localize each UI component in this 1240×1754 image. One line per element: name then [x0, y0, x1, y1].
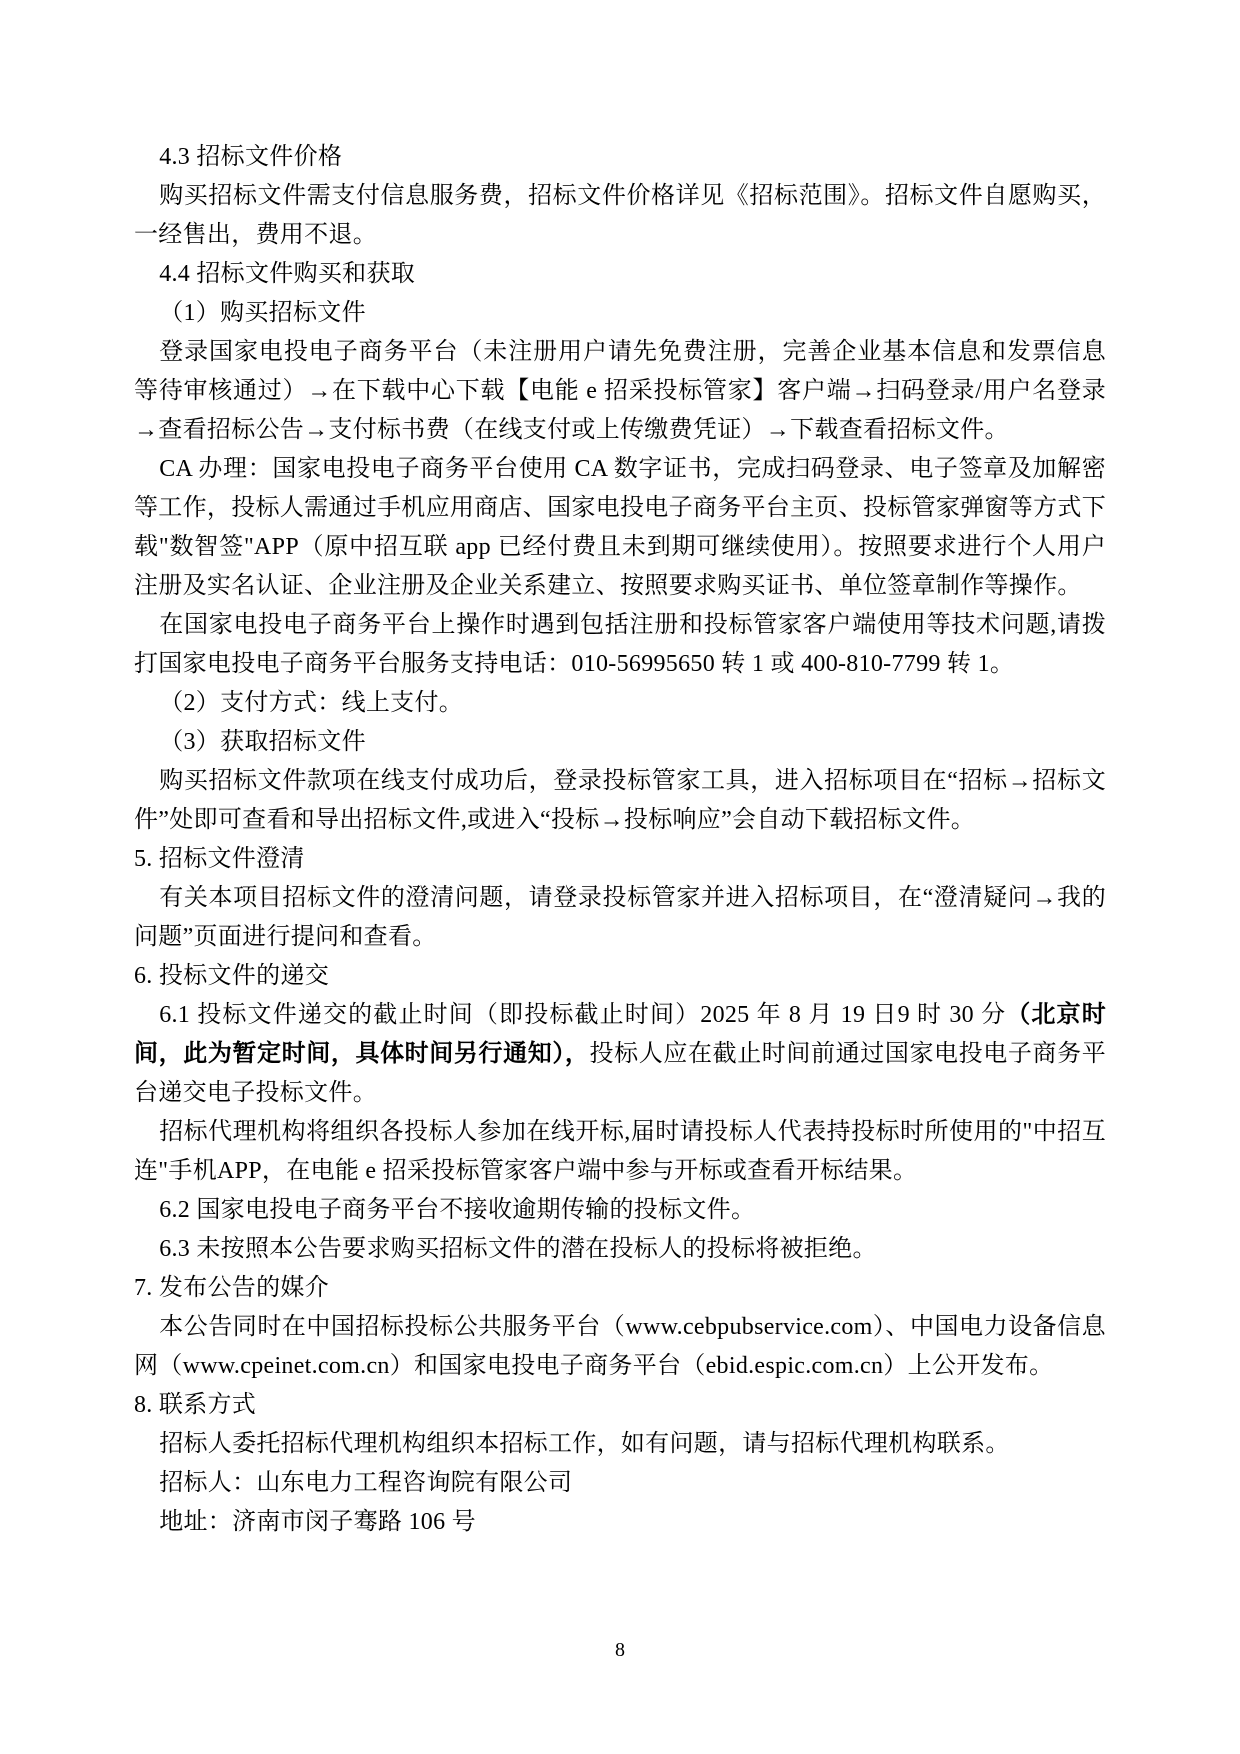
section-heading — [134, 1386, 1106, 1425]
paragraph — [134, 450, 1106, 606]
clause-heading — [134, 684, 1106, 723]
text-run: 5. 招标文件澄清 — [134, 846, 305, 872]
text-run: （2）支付方式：线上支付。 — [159, 690, 464, 716]
text-run: 4.4 招标文件购买和获取 — [159, 261, 416, 287]
paragraph — [134, 177, 1106, 255]
text-run: （3）获取招标文件 — [159, 729, 366, 755]
paragraph — [134, 1425, 1106, 1464]
text-run: （1）购买招标文件 — [159, 300, 366, 326]
document-body — [134, 138, 1106, 1542]
paragraph — [134, 879, 1106, 957]
paragraph — [134, 1113, 1106, 1191]
text-run: 购买招标文件需支付信息服务费，招标文件价格详见《招标范围》。招标文件自愿购买，一经售出，费用不退。 — [134, 183, 1106, 248]
paragraph — [134, 996, 1106, 1113]
text-run: 投标人应在截止时间前通过国家电投电子商务平台递交电子投标文件。 — [134, 1041, 1106, 1106]
paragraph — [134, 606, 1106, 684]
text-run: 6.3 未按照本公告要求购买招标文件的潜在投标人的投标将被拒绝。 — [159, 1236, 877, 1262]
clause-heading — [134, 138, 1106, 177]
bold-text-run: （北京时间，此为暂定时间，具体时间另行通知）， — [134, 1002, 1106, 1067]
paragraph — [134, 762, 1106, 840]
text-run: 4.3 招标文件价格 — [159, 144, 343, 170]
text-run: 6.2 国家电投电子商务平台不接收逾期传输的投标文件。 — [159, 1197, 756, 1223]
clause-heading — [134, 255, 1106, 294]
section-heading — [134, 1269, 1106, 1308]
text-run: 招标人：山东电力工程咨询院有限公司 — [159, 1470, 573, 1496]
paragraph — [134, 1308, 1106, 1386]
paragraph — [134, 1191, 1106, 1230]
text-run: 登录国家电投电子商务平台（未注册用户请先免费注册，完善企业基本信息和发票信息等待审核通过）→在下载中心下载【电能 e 招采投标管家】客户端→扫码登录/用户名登录→查看招标公告→支付标书费（在线支付或上传缴费凭证）→下载查看招标文件。 — [134, 339, 1106, 443]
text-run: 在国家电投电子商务平台上操作时遇到包括注册和投标管家客户端使用等技术问题,请拨打国家电投电子商务平台服务支持电话：010-56995650 转 1 或 400-810-7799 转 1。 — [134, 612, 1106, 677]
text-run: 购买招标文件款项在线支付成功后，登录投标管家工具，进入招标项目在“招标→招标文件”处即可查看和导出招标文件,或进入“投标→投标响应”会自动下载招标文件。 — [134, 768, 1106, 833]
section-heading — [134, 840, 1106, 879]
text-run: 有关本项目招标文件的澄清问题，请登录投标管家并进入招标项目，在“澄清疑问→我的问题”页面进行提问和查看。 — [134, 885, 1106, 950]
section-heading — [134, 957, 1106, 996]
text-run: 招标代理机构将组织各投标人参加在线开标,届时请投标人代表持投标时所使用的"中招互连"手机APP，在电能 e 招采投标管家客户端中参与开标或查看开标结果。 — [134, 1119, 1106, 1184]
paragraph — [134, 1464, 1106, 1503]
text-run: 6.1 投标文件递交的截止时间（即投标截止时间）2025 年 8 月 19 日9 时 30 分 — [159, 1002, 1007, 1028]
text-run: 本公告同时在中国招标投标公共服务平台（www.cebpubservice.com）、中国电力设备信息网（www.cpeinet.com.cn）和国家电投电子商务平台（ebid.espic.com.cn）上公开发布。 — [134, 1314, 1106, 1379]
paragraph — [134, 1503, 1106, 1542]
text-run: 招标人委托招标代理机构组织本招标工作，如有问题，请与招标代理机构联系。 — [159, 1431, 1010, 1457]
clause-heading — [134, 294, 1106, 333]
page-number: 8 — [615, 1639, 625, 1661]
text-run: 7. 发布公告的媒介 — [134, 1275, 329, 1301]
text-run: 6. 投标文件的递交 — [134, 963, 329, 989]
paragraph — [134, 333, 1106, 450]
text-run: 8. 联系方式 — [134, 1392, 257, 1418]
text-run: 地址：济南市闵子骞路 106 号 — [159, 1509, 476, 1535]
clause-heading — [134, 723, 1106, 762]
text-run: CA 办理：国家电投电子商务平台使用 CA 数字证书，完成扫码登录、电子签章及加解密等工作，投标人需通过手机应用商店、国家电投电子商务平台主页、投标管家弹窗等方式下载"数智签"APP（原中招互联 app 已经付费且未到期可继续使用）。按照要求进行个人用户注册及实名认证、企业注册及企业关系建立、按照要求购买证书、单位签章制作等操作。 — [134, 456, 1106, 599]
paragraph — [134, 1230, 1106, 1269]
